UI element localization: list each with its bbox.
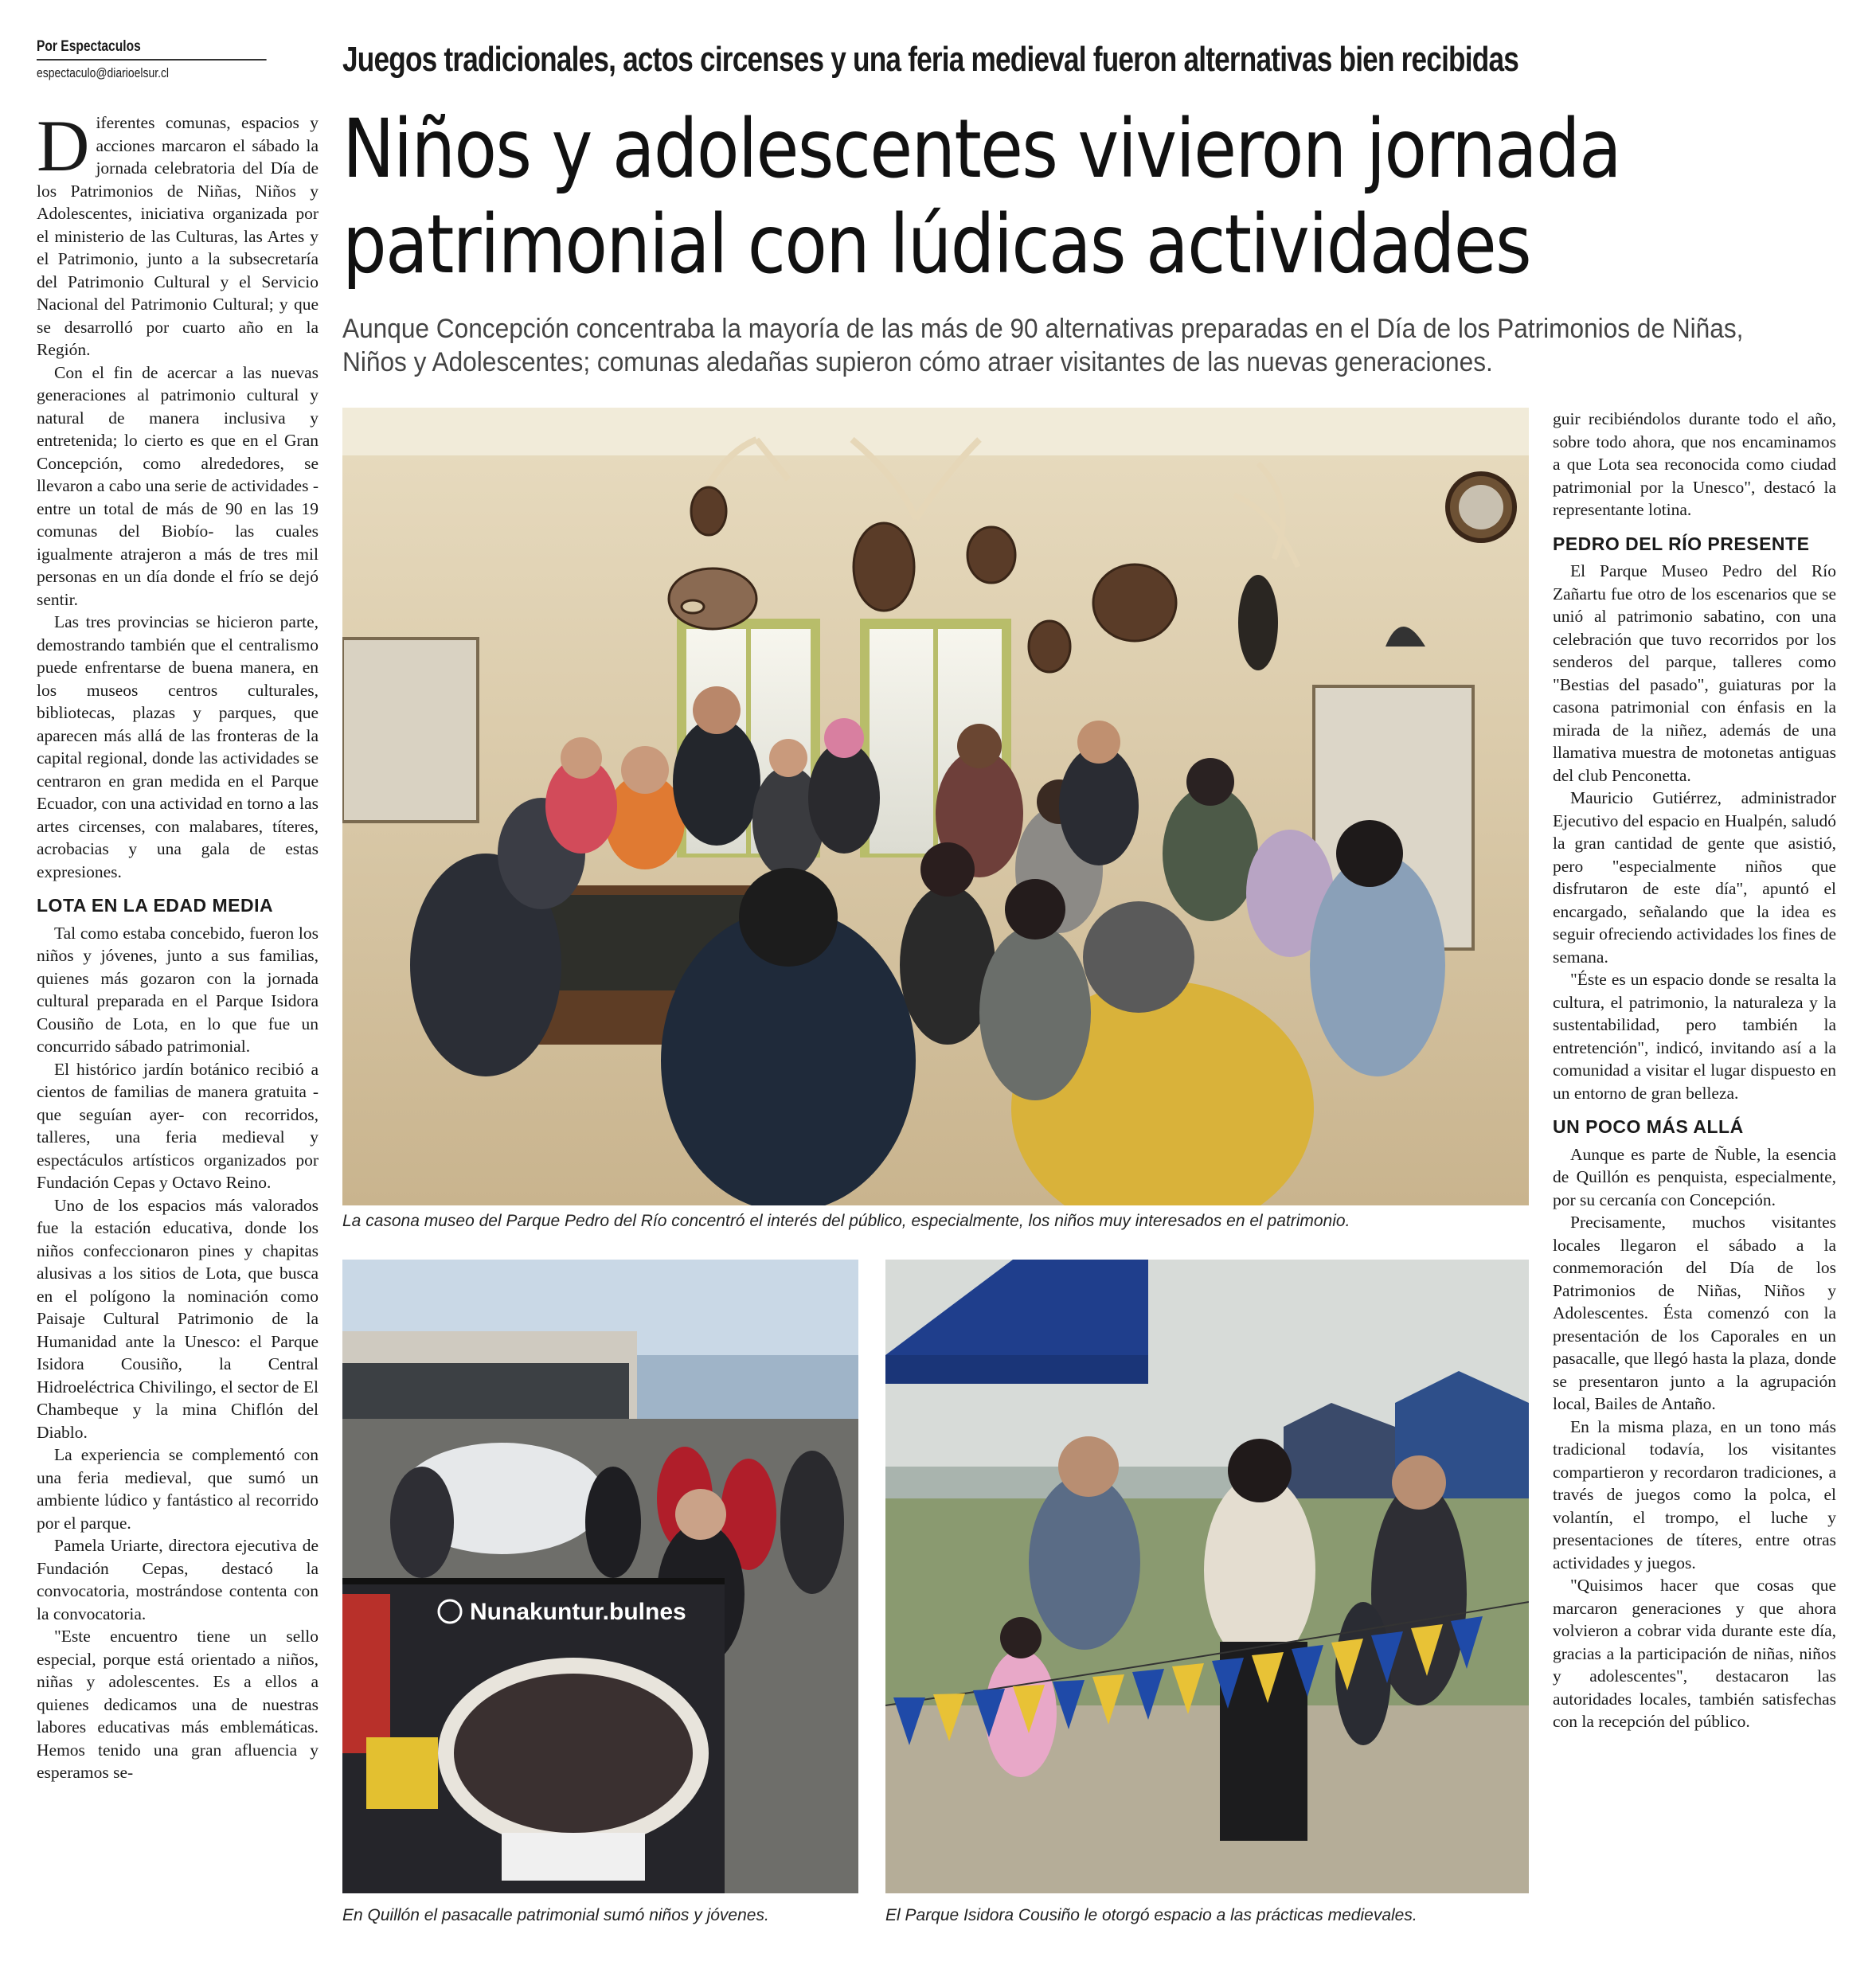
right-paragraph: "Quisimos hacer que cosas que marcaron generaciones y que ahora volvieron a cobrar vida durante este día, gracias a la participación de niñas, niños y adolescentes", destacaron las autoridades locales, también satisfechas con la recepción del público. [1553, 1576, 1836, 1731]
main-photo-caption: La casona museo del Parque Pedro del Río concentró el interés del público, especialmente, los niños muy interesados en el patrimonio. [342, 1212, 1350, 1230]
left-paragraph: La experiencia se complementó con una feria medieval, que sumó un ambiente lúdico y fantástico al recorrido por el parque. [37, 1445, 319, 1533]
headline [342, 102, 1643, 293]
right-paragraph: En la misma plaza, en un tono más tradicional todavía, los visitantes compartieron y recordaron tradiciones, a través de juegos como la polca, el volantín, el trompo, el luche y presentaciones de títeres, entre otras actividades y juegos. [1553, 1416, 1836, 1572]
byline-email: espectaculo@diarioelsur.cl [37, 65, 170, 80]
right-column [1553, 408, 1836, 1960]
subheading-lota: LOTA EN LA EDAD MEDIA [37, 895, 274, 916]
left-paragraph: Con el fin de acercar a las nuevas generaciones al patrimonio cultural y natural de manera inclusiva y entretenida; lo cierto es que en el Gran Concepción, como alrededores, se llevaron a cabo una serie de actividades -entre un total de más de 90 en las 19 comunas del Biobío- las cuales igualmente atrajeron a más de tres mil personas en un día donde el frío se dejó sentir. [37, 362, 319, 609]
byline [37, 38, 317, 81]
subheading-mas-alla: UN POCO MÁS ALLÁ [1553, 1116, 1744, 1137]
left-paragraph: El histórico jardín botánico recibió a cientos de familias de manera gratuita -que seguían ayer- con recorridos, talleres, una feria medieval y espectáculos artísticos organizados por Fundación Cepas y Octavo Reino. [37, 1059, 319, 1192]
right-paragraph: Mauricio Gutiérrez, administrador Ejecutivo del espacio en Hualpén, saludó la gran cantidad de gente que asistió, pero "especialmente niños que disfrutaron de este día", apuntó el encargado, señalando que la idea es seguir ofreciendo actividades los fines de semana. [1553, 788, 1836, 967]
kicker: Juegos tradicionales, actos circenses y una feria medieval fueron alternativas bien recibidas [342, 40, 1518, 79]
banner-text: Nunakuntur.bulnes [470, 1599, 686, 1625]
medieval-photo [885, 1260, 1529, 1893]
left-paragraph: Uno de los espacios más valorados fue la estación educativa, donde los niños confeccionaron pines y chapitas alusivas a los sitios de Lota, que busca en el polígono la nominación como Paisaje Cultural Patrimonio de la Humanidad ante la Unesco: el Parque Isidora Cousiño, la Central Hidroeléctrica Chivilingo, el sector de El Chambeque y la mina Chiflón del Diablo. [37, 1195, 319, 1442]
headline-line-1: Niños y adolescentes vivieron jornada [342, 102, 1621, 197]
right-paragraph: "Éste es un espacio donde se resalta la cultura, el patrimonio, la naturaleza y la sustentabilidad, pero también la entretención", indicó, invitando así a la comunidad a visitar el lugar dispuesto en un entorno de gran belleza. [1553, 970, 1836, 1103]
right-paragraph: Precisamente, muchos visitantes locales llegaron el sábado a la conmemoración del Día de los Patrimonios de Niñas, Niños y Adolescentes. Ésta comenzó con la presentación de los Caporales en un pasacalle, que llegó hasta la plaza, donde se presentaron junto a la agrupación local, Bailes de Antaño. [1553, 1213, 1836, 1413]
main-photo [342, 408, 1529, 1205]
byline-author: Por Espectaculos [37, 38, 267, 61]
right-paragraph: El Parque Museo Pedro del Río Zañartu fue otro de los escenarios que se unió al patrimonio sabatino, con una celebración que tuvo recorridos por los senderos del parque, talleres como "Bestias del pasado", guiaturas por la casona patrimonial con énfasis en la mirada de la niñez, además de una llamativa muestra de motonetas antiguas del club Penconetta. [1553, 561, 1836, 785]
parade-photo [342, 1260, 858, 1893]
left-paragraph: "Este encuentro tiene un sello especial, porque está orientado a niños, niñas y adolescentes. Es a ellos a quienes dedicamos una de nuestras labores educativas más emblemáticas. Hemos tenido una gran afluencia y esperamos se- [37, 1627, 319, 1782]
right-paragraph: guir recibiéndolos durante todo el año, sobre todo ahora, que nos encaminamos a que Lota sea reconocida como ciudad patrimonial por la Unesco", destacó la representante lotina. [1553, 409, 1836, 519]
headline-line-2: patrimonial con lúdicas actividades [342, 197, 1530, 292]
left-paragraph: Pamela Uriarte, directora ejecutiva de Fundación Cepas, destacó la convocatoria, mostrándose contenta con la convocatoria. [37, 1536, 319, 1623]
medieval-photo-caption: El Parque Isidora Cousiño le otorgó espacio a las prácticas medievales. [885, 1906, 1417, 1924]
subheading-pedro-del-rio: PEDRO DEL RÍO PRESENTE [1553, 533, 1810, 554]
left-column [37, 111, 319, 1959]
dropcap: D [37, 111, 90, 186]
right-paragraph: Aunque es parte de Ñuble, la esencia de Quillón es penquista, especialmente, por su cercanía con Concepción. [1553, 1144, 1836, 1209]
left-paragraph: Diferentes comunas, espacios y acciones marcaron el sábado la jornada celebratoria del Día de los Patrimonios de Niñas, Niños y Adolescentes, iniciativa organizada por el ministerio de las Culturas, las Artes y el Patrimonio, junto a la subsecretaría del Patrimonio Cultural y el Servicio Nacional del Patrimonio Cultural; y que se desarrolló por cuarto año en la Región. [37, 111, 319, 359]
left-paragraph: Las tres provincias se hicieron parte, demostrando también que el centralismo puede enfrentarse de buena manera, en los museos centros culturales, bibliotecas, plazas y parques, que aparecen más allá de las fronteras de la capital regional, donde las actividades se centraron en gran medida en el Parque Ecuador, con una actividad en torno a las artes circenses, con malabares, títeres, acrobacias y una gala de estas expresiones. [37, 612, 319, 881]
left-paragraph: Tal como estaba concebido, fueron los niños y jóvenes, junto a sus familias, quienes más gozaron con la jornada cultural preparada en el Parque Isidora Cousiño de Lota, en lo que fue un concurrido sábado patrimonial. [37, 923, 319, 1056]
parade-photo-caption: En Quillón el pasacalle patrimonial sumó niños y jóvenes. [342, 1906, 769, 1924]
deck: Aunque Concepción concentraba la mayoría de las más de 90 alternativas preparadas en el Día de los Patrimonios de Niñas, Niños y Adolescentes; comunas aledañas supieron cómo atraer visitantes de las nuevas generaciones. [342, 314, 1744, 377]
